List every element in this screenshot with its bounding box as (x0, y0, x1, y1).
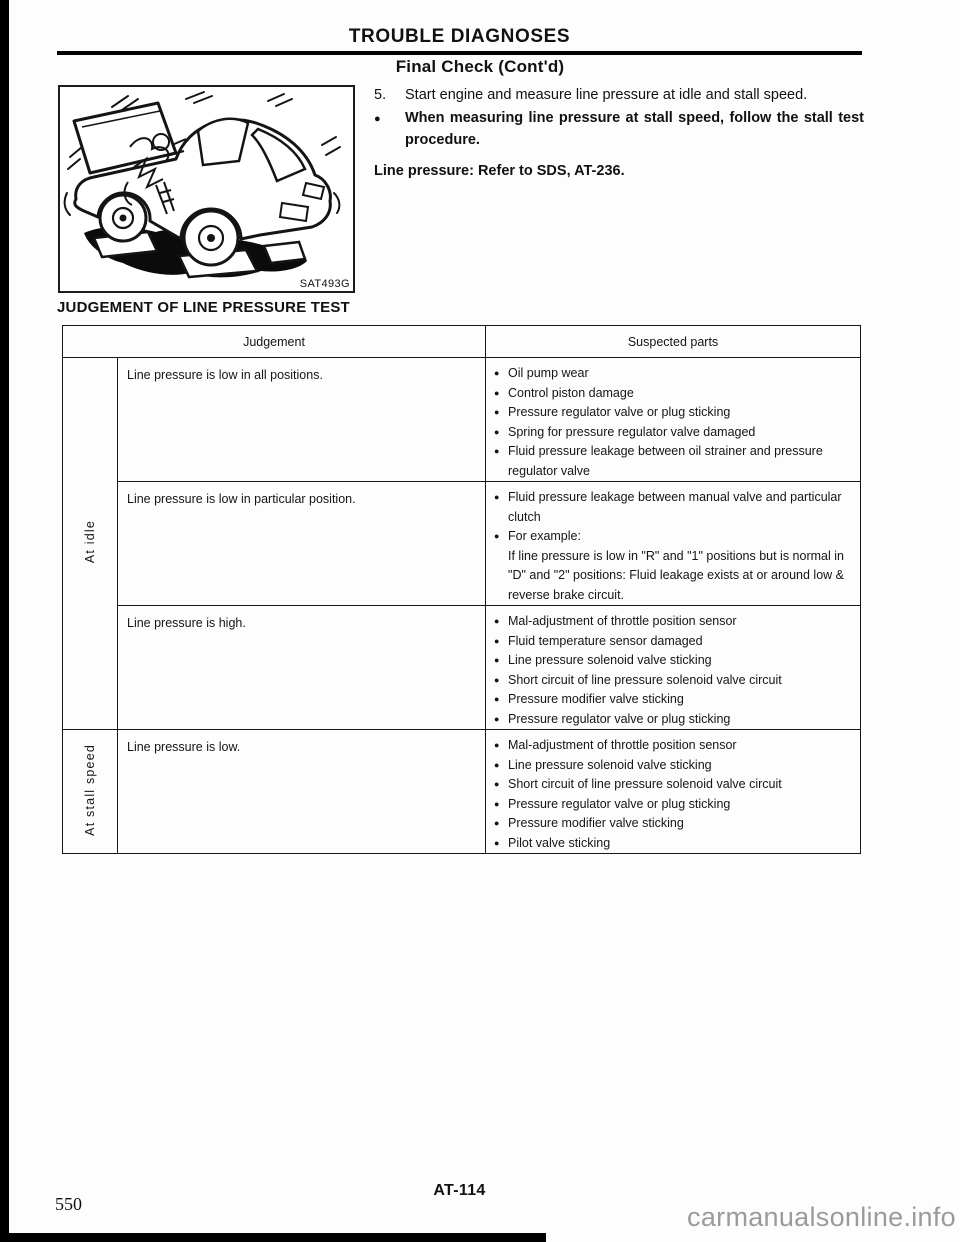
suspected-part-item: ● Pressure regulator valve or plug sticking (494, 403, 854, 423)
car-illustration (58, 85, 355, 293)
bullet-icon (374, 107, 405, 151)
suspected-part-item: ● Pressure regulator valve or plug sticking (494, 795, 854, 815)
scan-edge-left (0, 0, 9, 1242)
note-text: When measuring line pressure at stall speed, follow the stall test procedure. (405, 110, 864, 148)
suspected-part-item: ● Short circuit of line pressure solenoid valve circuit (494, 775, 854, 795)
suspected-parts-cell (486, 358, 861, 482)
row-group-label-text: At stall speed (83, 744, 97, 836)
table-row (63, 606, 861, 730)
suspected-part-item: ● Oil pump wear (494, 364, 854, 384)
row-group-label (63, 730, 118, 854)
suspected-part-continuation: If line pressure is low in "R" and "1" positions but is normal in "D" and "2" positions: Fluid leakage exists at or around low & reverse brake circuit. (508, 548, 844, 602)
suspected-part-item: ● Fluid pressure leakage between oil strainer and pressure regulator valve (494, 442, 854, 481)
line-pressure-reference: Line pressure: Refer to SDS, AT-236. (374, 163, 625, 179)
step-5 (374, 84, 864, 106)
table-header-row (63, 326, 861, 358)
note-item (374, 107, 864, 151)
suspected-part-item: ● Pressure modifier valve sticking (494, 690, 854, 710)
judgement-table-body (63, 358, 861, 854)
judgement-table (62, 325, 861, 854)
row-group-label-text: At idle (83, 520, 97, 564)
header-rule (57, 51, 862, 55)
suspected-part-item: ● Short circuit of line pressure solenoid valve circuit (494, 671, 854, 691)
suspected-part-item: ● Line pressure solenoid valve sticking (494, 651, 854, 671)
page-number: 550 (55, 1194, 82, 1214)
suspected-parts-list (494, 364, 854, 481)
judgement-cell: Line pressure is low in particular position. (118, 482, 486, 606)
page-code: AT-114 (433, 1182, 486, 1199)
suspected-part-item: ● Control piston damage (494, 384, 854, 404)
suspected-part-item: ● Pilot valve sticking (494, 834, 854, 854)
judgement-cell: Line pressure is high. (118, 606, 486, 730)
suspected-parts-cell (486, 482, 861, 606)
section-subtitle: Final Check (Cont'd) (395, 57, 565, 76)
section-heading: JUDGEMENT OF LINE PRESSURE TEST (57, 299, 350, 316)
table-row (63, 730, 861, 854)
suspected-part-item: ● Mal-adjustment of throttle position sensor (494, 612, 854, 632)
page-title: TROUBLE DIAGNOSES (348, 26, 571, 47)
suspected-part-item: ● Spring for pressure regulator valve damaged (494, 423, 854, 443)
suspected-part-item: ● Pressure regulator valve or plug sticking (494, 710, 854, 730)
suspected-part-item: ● Fluid temperature sensor damaged (494, 632, 854, 652)
suspected-parts-list (494, 488, 854, 605)
suspected-part-item: ● Mal-adjustment of throttle position sensor (494, 736, 854, 756)
suspected-parts-cell (486, 730, 861, 854)
scan-edge-bottom (0, 1233, 546, 1242)
suspected-part-item: ● Fluid pressure leakage between manual valve and particular clutch (494, 488, 854, 527)
table-row (63, 358, 861, 482)
instruction-block (374, 84, 864, 182)
column-header-suspected-parts: Suspected parts (486, 326, 861, 358)
step-text: Start engine and measure line pressure at idle and stall speed. (405, 87, 808, 103)
row-group-label (63, 358, 118, 730)
suspected-part-item: ● Line pressure solenoid valve sticking (494, 756, 854, 776)
suspected-parts-cell (486, 606, 861, 730)
watermark: carmanualsonline.info (687, 1202, 956, 1232)
suspected-parts-list (494, 736, 854, 853)
suspected-parts-list (494, 612, 854, 729)
car-drawing-icon (60, 87, 353, 291)
step-number: 5. (374, 87, 387, 103)
suspected-part-item: ● For example: (494, 527, 854, 547)
suspected-part-item: ● Pressure modifier valve sticking (494, 814, 854, 834)
figure-code-label: SAT493G (297, 278, 350, 290)
judgement-cell: Line pressure is low. (118, 730, 486, 854)
table-row (63, 482, 861, 606)
column-header-judgement: Judgement (63, 326, 486, 358)
judgement-cell: Line pressure is low in all positions. (118, 358, 486, 482)
